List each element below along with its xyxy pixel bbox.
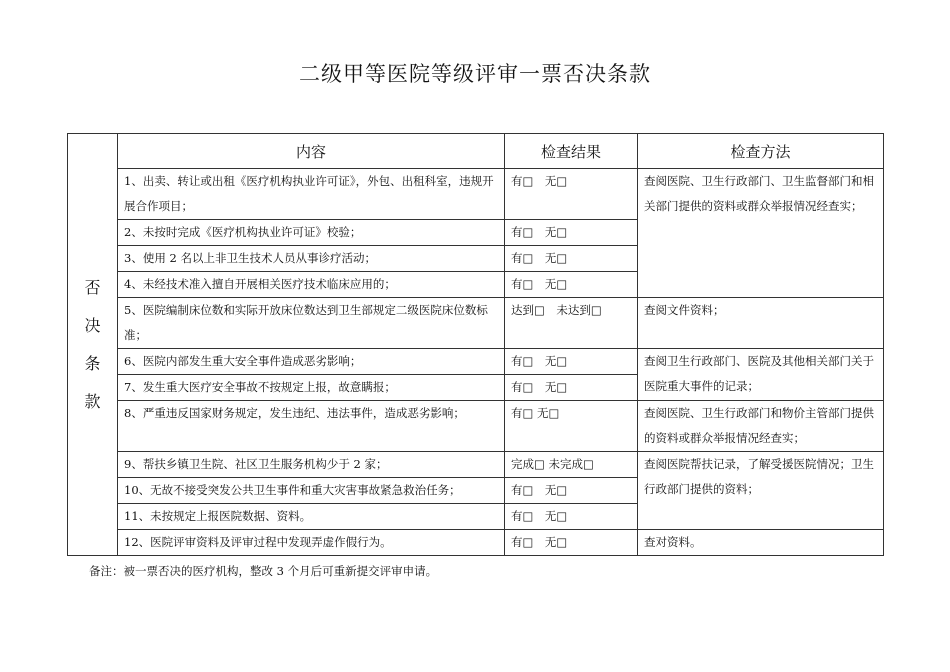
table-row <box>68 298 884 349</box>
check-method: 查阅医院帮扶记录，了解受援医院情况；卫生行政部门提供的资料； <box>638 452 884 530</box>
check-result[interactable]: 有□ 无□ <box>505 349 638 375</box>
check-result[interactable]: 有□ 无□ <box>505 246 638 272</box>
table-row <box>68 169 884 220</box>
clause-item: 1、出卖、转让或出租《医疗机构执业许可证》，外包、出租科室，违规开展合作项目； <box>118 169 505 220</box>
clause-item: 6、医院内部发生重大安全事件造成恶劣影响； <box>118 349 505 375</box>
check-method: 查阅医院、卫生行政部门和物价主管部门提供的资料或群众举报情况经查实； <box>638 401 884 452</box>
table-row <box>68 349 884 375</box>
side-label-char: 条 <box>84 353 101 373</box>
side-label-char: 款 <box>84 391 101 411</box>
veto-clauses-table <box>67 133 884 556</box>
check-result[interactable]: 完成□ 未完成□ <box>505 452 638 478</box>
check-result[interactable]: 有□ 无□ <box>505 401 638 452</box>
clause-item: 4、未经技术准入擅自开展相关医疗技术临床应用的； <box>118 272 505 298</box>
table-row <box>68 452 884 478</box>
check-method: 查阅卫生行政部门、医院及其他相关部门关于医院重大事件的记录； <box>638 349 884 401</box>
check-result[interactable]: 有□ 无□ <box>505 220 638 246</box>
header-result: 检查结果 <box>505 134 638 169</box>
check-result[interactable]: 有□ 无□ <box>505 530 638 556</box>
clause-item: 10、无故不接受突发公共卫生事件和重大灾害事故紧急救治任务； <box>118 478 505 504</box>
check-result[interactable]: 有□ 无□ <box>505 272 638 298</box>
check-result[interactable]: 有□ 无□ <box>505 478 638 504</box>
clause-item: 2、未按时完成《医疗机构执业许可证》校验； <box>118 220 505 246</box>
clause-item: 8、严重违反国家财务规定，发生违纪、违法事件，造成恶劣影响； <box>118 401 505 452</box>
side-label-char: 否 <box>84 277 101 297</box>
clause-item: 3、使用 2 名以上非卫生技术人员从事诊疗活动； <box>118 246 505 272</box>
clause-item: 5、医院编制床位数和实际开放床位数达到卫生部规定二级医院床位数标准； <box>118 298 505 349</box>
footnote: 备注：被一票否决的医疗机构，整改 3 个月后可重新提交评审申请。 <box>89 564 438 578</box>
table-row <box>68 530 884 556</box>
page-title: 二级甲等医院等级评审一票否决条款 <box>299 62 651 86</box>
check-method: 查阅医院、卫生行政部门、卫生监督部门和相关部门提供的资料或群众举报情况经查实； <box>638 169 884 298</box>
clause-item: 12、医院评审资料及评审过程中发现弄虚作假行为。 <box>118 530 505 556</box>
side-label-char: 决 <box>84 315 101 335</box>
check-method: 查对资料。 <box>638 530 884 556</box>
clause-item: 9、帮扶乡镇卫生院、社区卫生服务机构少于 2 家； <box>118 452 505 478</box>
check-result[interactable]: 达到□ 未达到□ <box>505 298 638 349</box>
table-header-row <box>68 134 884 169</box>
check-result[interactable]: 有□ 无□ <box>505 169 638 220</box>
header-method: 检查方法 <box>638 134 884 169</box>
check-result[interactable]: 有□ 无□ <box>505 375 638 401</box>
header-content: 内容 <box>118 134 505 169</box>
table-row <box>68 401 884 452</box>
clause-item: 11、未按规定上报医院数据、资料。 <box>118 504 505 530</box>
clause-item: 7、发生重大医疗安全事故不按规定上报，故意瞒报； <box>118 375 505 401</box>
side-label-cell <box>68 134 118 556</box>
check-result[interactable]: 有□ 无□ <box>505 504 638 530</box>
check-method: 查阅文件资料； <box>638 298 884 349</box>
